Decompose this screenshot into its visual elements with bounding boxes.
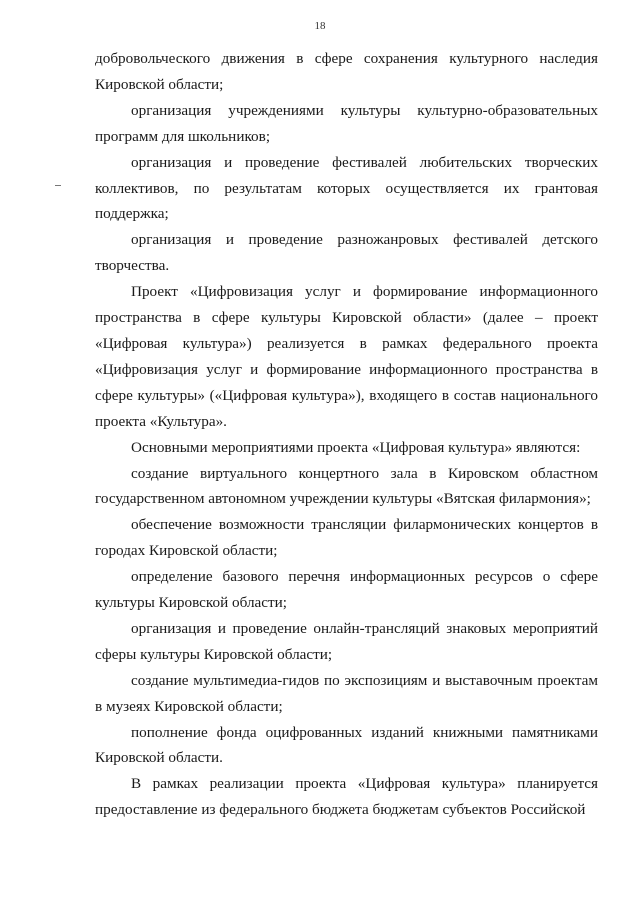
paragraph: создание виртуального концертного зала в Кировском областном государственном автономном учреждении культуры «Вятская филармония»; bbox=[95, 464, 598, 508]
paragraph: организация и проведение разножанровых фестивалей детского творчества. bbox=[95, 231, 598, 275]
paragraph: организация учреждениями культуры культурно-образовательных программ для школьников; bbox=[95, 101, 598, 145]
document-body bbox=[95, 46, 598, 823]
paragraph: создание мультимедиа-гидов по экспозициям и выставочным проектам в музеях Кировской области; bbox=[95, 671, 598, 715]
page-number: 18 bbox=[314, 20, 326, 32]
paragraph: Проект «Цифровизация услуг и формирование информационного пространства в сфере культуры Кировской области» (далее – проект «Цифровая культура») реализуется в рамках федерального проекта «Цифровизация услуг и формирование информационного пространства в сфере культуры» («Цифровая культура»), входящего в состав национального проекта «Культура». bbox=[95, 283, 598, 430]
paragraph: В рамках реализации проекта «Цифровая культура» планируется предоставление из федерального бюджета бюджетам субъектов Российской bbox=[95, 775, 598, 819]
paragraph: организация и проведение онлайн-трансляций знаковых мероприятий сферы культуры Кировской области; bbox=[95, 619, 598, 663]
paragraph: Основными мероприятиями проекта «Цифровая культура» являются: bbox=[131, 438, 581, 456]
paragraph: пополнение фонда оцифрованных изданий книжными памятниками Кировской области. bbox=[95, 723, 598, 767]
paragraph: организация и проведение фестивалей любительских творческих коллективов, по результатам которых осуществляется их грантовая поддержка; bbox=[95, 153, 598, 223]
paragraph: добровольческого движения в сфере сохранения культурного наследия Кировской области; bbox=[95, 50, 598, 93]
paragraph: обеспечение возможности трансляции филармонических концертов в городах Кировской области; bbox=[95, 516, 598, 560]
paragraph: определение базового перечня информационных ресурсов о сфере культуры Кировской области; bbox=[95, 568, 598, 612]
margin-mark bbox=[55, 185, 61, 186]
